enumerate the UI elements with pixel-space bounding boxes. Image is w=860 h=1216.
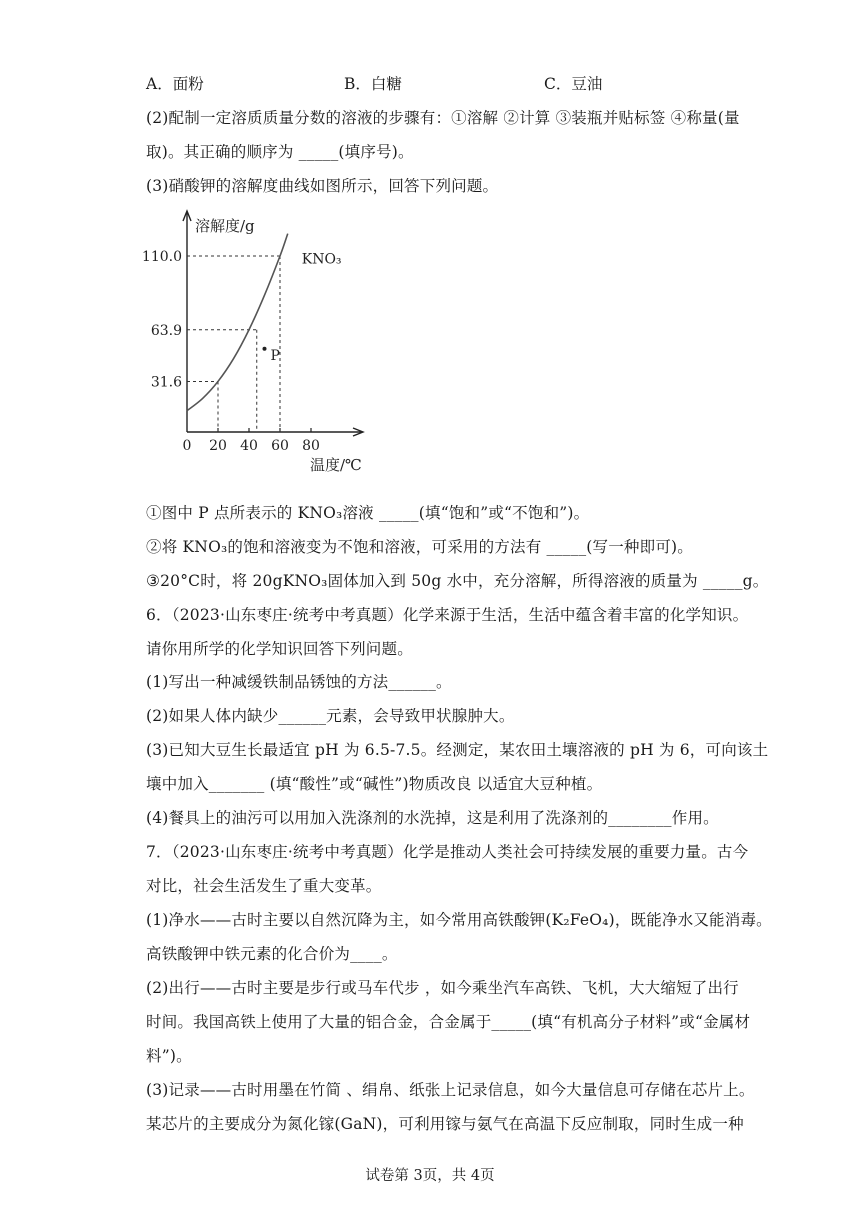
kno3-curve [187, 234, 288, 411]
question-5-2-line1: (2)配制一定溶质质量分数的溶液的步骤有：①溶解 ②计算 ③装瓶并贴标签 ④称量(量 [146, 109, 740, 127]
x-tick-label: 40 [240, 438, 258, 454]
y-axis-label: 溶解度/g [195, 217, 255, 235]
question-6-line2: 请你用所学的化学知识回答下列问题。 [146, 640, 413, 658]
question-5-3-1: ①图中 P 点所表示的 KNO₃溶液 _____(填“饱和”或“不饱和”)。 [146, 504, 590, 522]
question-5-2-line2: 取)。其正确的顺序为 _____(填序号)。 [146, 143, 414, 161]
point-p-label: P [270, 347, 280, 364]
question-7-2-line3: 料”)。 [146, 1047, 192, 1065]
question-6-4: (4)餐具上的油污可以用加入洗涤剂的水洗掉，这是利用了洗涤剂的________作用。 [146, 809, 719, 827]
x-tick-label: 0 [182, 438, 192, 454]
question-5-3-line: (3)硝酸钾的溶解度曲线如图所示，回答下列问题。 [146, 177, 499, 195]
x-tick-label: 60 [271, 438, 289, 454]
question-6-line1: 6．（2023·山东枣庄·统考中考真题）化学来源于生活，生活中蕴含着丰富的化学知识。 [146, 606, 749, 624]
reference-lines [187, 256, 280, 432]
page-footer: 试卷第 3页，共 4页 [365, 1168, 495, 1184]
option-b: B．白糖 [344, 75, 402, 93]
question-7-3-line2: 某芯片的主要成分为氮化镓(GaN)，可利用镓与氨气在高温下反应制取，同时生成一种 [146, 1115, 744, 1133]
question-7-3-line1: (3)记录——古时用墨在竹简 、绢帛、纸张上记录信息，如今大量信息可存储在芯片上。 [146, 1081, 755, 1099]
question-7-2-line2: 时间。我国高铁上使用了大量的铝合金，合金属于_____(填“有机高分子材料”或“金属材 [146, 1013, 751, 1031]
x-axis-label: 温度/℃ [310, 456, 362, 474]
option-c: C．豆油 [544, 75, 603, 93]
y-tick-label: 110.0 [141, 249, 182, 265]
question-7-1-line1: (1)净水——古时主要以自然沉降为主，如今常用高铁酸钾(K₂FeO₄)，既能净水又能消毒。 [146, 911, 772, 929]
question-5-3-2: ②将 KNO₃的饱和溶液变为不饱和溶液，可采用的方法有 _____(写一种即可)。 [146, 538, 693, 556]
solubility-chart [141, 205, 380, 480]
x-tick-label: 20 [209, 438, 227, 454]
question-6-2: (2)如果人体内缺少______元素，会导致甲状腺肿大。 [146, 707, 515, 725]
point-p-marker [263, 347, 267, 351]
question-7-2-line1: (2)出行——古时主要是步行或马车代步 ，如今乘坐汽车高铁、飞机，大大缩短了出行 [146, 979, 739, 997]
option-a: A．面粉 [146, 75, 204, 93]
question-7-line2: 对比，社会生活发生了重大变革。 [146, 877, 382, 895]
question-7-line1: 7．（2023·山东枣庄·统考中考真题）化学是推动人类社会可持续发展的重要力量。古今 [146, 843, 749, 861]
question-6-3-line2: 壤中加入_______ (填“酸性”或“碱性”)物质改良 以适宜大豆种植。 [146, 775, 603, 793]
x-tick-label: 80 [302, 438, 320, 454]
question-7-1-line2: 高铁酸钾中铁元素的化合价为____。 [146, 945, 398, 963]
y-tick-label: 63.9 [150, 322, 182, 339]
tick-labels [142, 249, 320, 454]
question-5-3-3: ③20°C时，将 20gKNO₃固体加入到 50g 水中，充分溶解，所得溶液的质量为 _____g。 [146, 572, 769, 590]
question-6-1: (1)写出一种减缓铁制品锈蚀的方法______。 [146, 673, 452, 691]
y-tick-label: 31.6 [150, 374, 182, 391]
question-6-3-line1: (3)已知大豆生长最适宜 pH 为 6.5-7.5。经测定，某农田土壤溶液的 pH 为 6，可向该土 [146, 741, 769, 759]
chart-axes [183, 211, 363, 436]
series-label-kno3: KNO₃ [301, 251, 342, 268]
